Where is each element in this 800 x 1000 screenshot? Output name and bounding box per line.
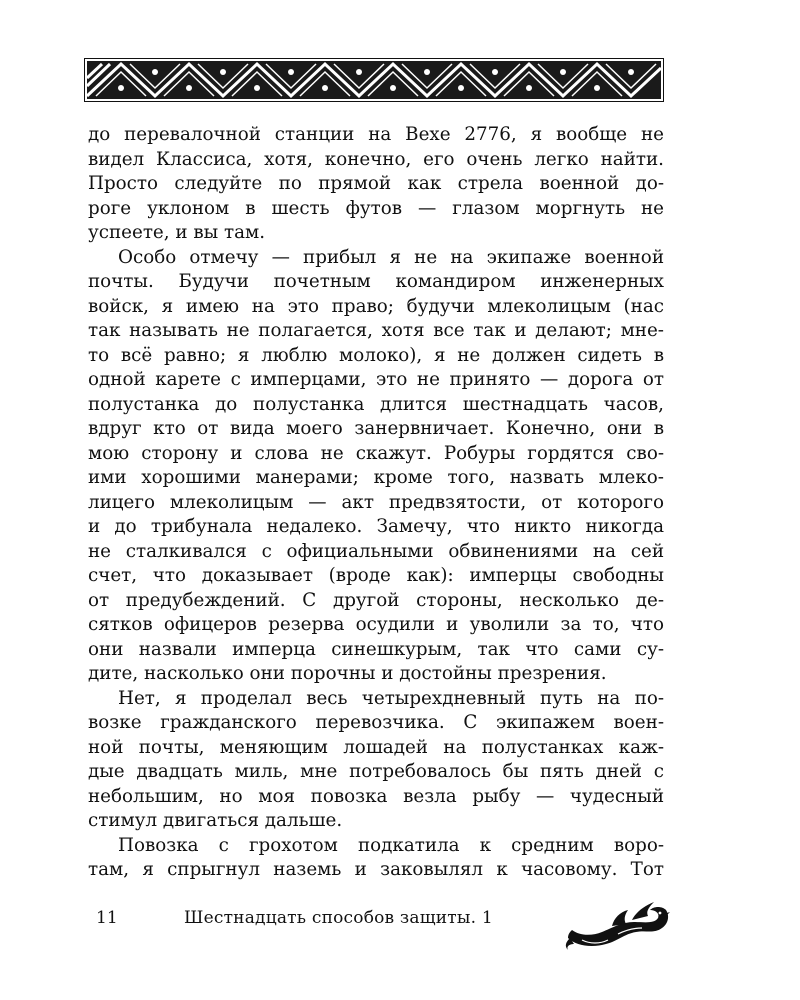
text-line: сятков офицеров резерва осудили и уволили за то, что [88,614,664,635]
text-line: и до трибунала недалеко. Замечу, что никто никогда [88,516,664,537]
text-line: от предубеждений. С другой стороны, несколько де- [88,589,664,611]
text-line: Нет, я проделал весь четырехдневный путь на по- [118,687,664,709]
text-line: то всё равно; я люблю молоко), я не должен сидеть в [88,344,664,366]
text-line: почты. Будучи почетным командиром инженерных [88,271,664,292]
page-body-text [88,123,664,883]
text-line: дите, насколько они порочны и достойны презрения. [88,663,607,684]
text-line: дые двадцать миль, мне потребовалось бы пять дней с [88,761,664,782]
text-line: счет, что доказывает (вроде как): имперцы свободны [88,565,664,586]
text-line: они назвали имперца синешкурым, так что сами су- [88,638,664,660]
text-line: возке гражданского перевозчика. С экипажем воен- [88,712,664,733]
text-line: ими хорошими манерами; кроме того, назвать млеко- [88,467,664,488]
text-line: одной карете с имперцами, это не принято — дорога от [88,369,664,390]
text-line: видел Классиса, хотя, конечно, его очень легко найти. [88,148,664,170]
text-line: вдруг кто от вида моего занервничает. Конечно, они в [88,418,664,439]
text-line: лицего млеколицым — акт предвзятости, от которого [88,491,664,513]
text-line: так называть не полагается, хотя все так и делают; мне- [88,320,664,341]
dragon-emblem-icon [562,898,672,954]
page-footer [96,898,666,958]
text-line: Особо отмечу — прибыл я не на экипаже военной [118,246,664,268]
text-line: не сталкивался с официальными обвинениями на сей [88,540,664,562]
header-ornament-icon [84,58,664,102]
text-line: войск, я имею на это право; будучи млеколицым (нас [88,295,664,317]
text-line: роге уклоном в шесть футов — глазом моргнуть не [88,197,664,219]
text-line: ной почты, меняющим лошадей на полустанках каж- [88,736,664,758]
text-line: там, я спрыгнул наземь и заковылял к часовому. Тот [88,859,664,880]
text-line: до перевалочной станции на Вехе 2776, я вообще не [88,124,664,145]
text-line: мою сторону и слова не скажут. Робуры гордятся сво- [88,442,664,464]
text-line: стимул двигаться дальше. [88,810,343,831]
text-line: полустанка до полустанка длится шестнадцать часов, [88,393,664,415]
text-line: успеете, и вы там. [88,222,266,243]
text-line: Повозка с грохотом подкатила к средним воро- [118,834,664,856]
text-line: небольшим, но моя повозка везла рыбу — чудесный [88,785,664,807]
page-number: 11 [96,908,118,928]
text-line: Просто следуйте по прямой как стрела военной до- [88,173,664,194]
running-title: Шестнадцать способов защиты. 1 [184,908,493,928]
